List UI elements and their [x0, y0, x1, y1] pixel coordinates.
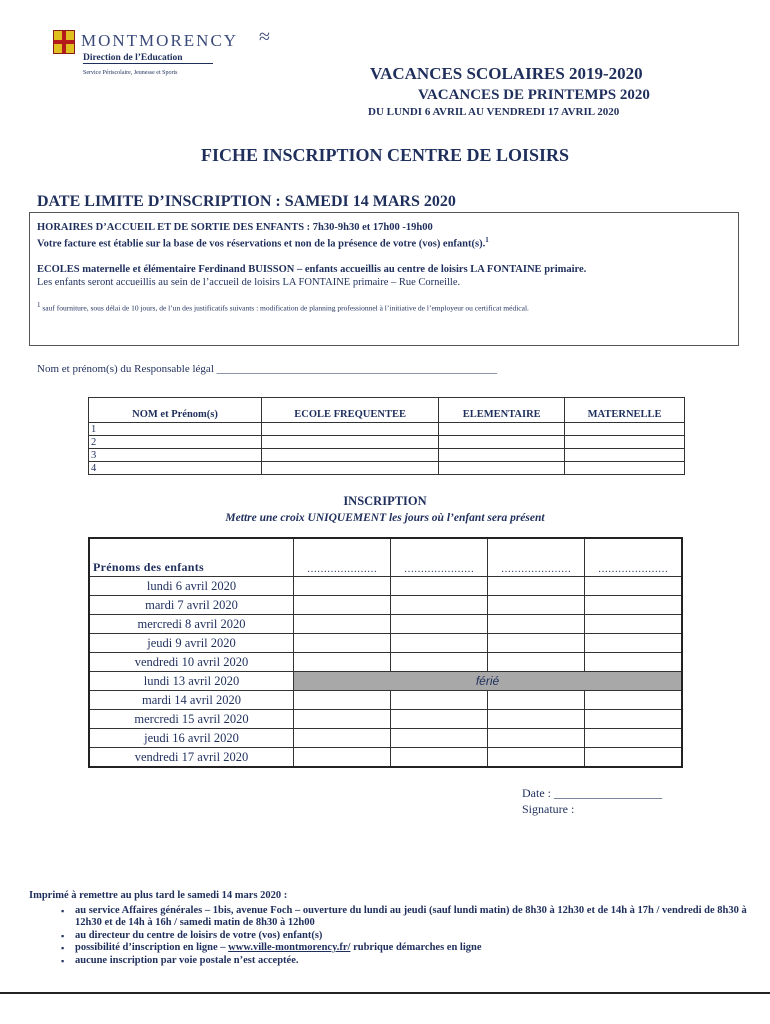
child-name-field[interactable]: …………………: [294, 538, 391, 577]
children-names-header: Prénoms des enfants: [89, 538, 294, 577]
logo-direction: Direction de l’Education: [83, 53, 213, 64]
day-label: mercredi 15 avril 2020: [89, 710, 294, 729]
day-label: mardi 14 avril 2020: [89, 691, 294, 710]
child-name-field[interactable]: …………………: [585, 538, 683, 577]
header-line-1: VACANCES SCOLAIRES 2019-2020: [370, 64, 643, 83]
logo-name: MONTMORENCY: [81, 31, 239, 50]
feather-icon: ≈: [259, 26, 270, 48]
row-number[interactable]: 1: [89, 423, 262, 436]
holiday-cell: férié: [294, 672, 683, 691]
day-checkbox[interactable]: [488, 653, 585, 672]
day-checkbox[interactable]: [488, 691, 585, 710]
footnote-text: sauf fourniture, sous délai de 10 jours, de l’un des justificatifs suivants : modification de planning professionnel à l’initiative de l’employeur ou certificat médical.: [42, 303, 529, 312]
day-checkbox[interactable]: [391, 596, 488, 615]
table-row: [89, 462, 685, 475]
inscription-title: INSCRIPTION: [343, 494, 427, 508]
inscription-subtitle: Mettre une croix UNIQUEMENT les jours où l’enfant sera présent: [225, 512, 545, 524]
day-checkbox[interactable]: [585, 748, 683, 768]
coat-of-arms-icon: [53, 30, 75, 54]
table-row: [89, 436, 685, 449]
table-row: [89, 710, 682, 729]
child-name-field[interactable]: …………………: [391, 538, 488, 577]
day-label: jeudi 16 avril 2020: [89, 729, 294, 748]
online-text-end: rubrique démarches en ligne: [350, 942, 482, 953]
day-checkbox[interactable]: [294, 691, 391, 710]
signature-field[interactable]: Signature :: [522, 802, 575, 816]
children-table: [88, 397, 685, 475]
table-row: [89, 634, 682, 653]
day-checkbox[interactable]: [391, 615, 488, 634]
day-label: lundi 6 avril 2020: [89, 577, 294, 596]
day-checkbox[interactable]: [585, 577, 683, 596]
montmorency-logo: [53, 26, 293, 80]
footnote-ref: 1: [485, 236, 489, 244]
day-checkbox[interactable]: [391, 691, 488, 710]
hours-text: HORAIRES D’ACCUEIL ET DE SORTIE DES ENFANTS : 7h30-9h30 et 17h00 -19h00: [37, 222, 433, 233]
day-checkbox[interactable]: [488, 729, 585, 748]
day-checkbox[interactable]: [488, 577, 585, 596]
day-label: vendredi 10 avril 2020: [89, 653, 294, 672]
day-checkbox[interactable]: [294, 729, 391, 748]
day-label: mercredi 8 avril 2020: [89, 615, 294, 634]
invoice-text: Votre facture est établie sur la base de vos réservations et non de la présence de votre (vos) enfant(s).: [37, 238, 486, 250]
day-checkbox[interactable]: [488, 596, 585, 615]
list-item: [63, 942, 749, 955]
col-name: NOM et Prénom(s): [89, 398, 262, 423]
day-label: jeudi 9 avril 2020: [89, 634, 294, 653]
footer-list: [63, 905, 749, 968]
day-checkbox[interactable]: [294, 634, 391, 653]
list-item: ▪ aucune inscription par voie postale n’est acceptée.: [63, 955, 749, 968]
day-checkbox[interactable]: [585, 653, 683, 672]
day-label: mardi 7 avril 2020: [89, 596, 294, 615]
day-checkbox[interactable]: [294, 596, 391, 615]
table-row: [89, 672, 682, 691]
website-link[interactable]: www.ville-montmorency.fr/: [228, 942, 351, 953]
day-checkbox[interactable]: [391, 729, 488, 748]
day-checkbox[interactable]: [391, 577, 488, 596]
list-item: ▪ au service Affaires générales – 1bis, avenue Foch – ouverture du lundi au jeudi (sauf lundi matin) de 8h30 à 12h30 et de 14h à 17h / vendredi de 8h30 à 12h30 et de 14h à 16h / samedi matin de 8h30 à 12h00: [63, 905, 749, 930]
list-item: ▪ au directeur du centre de loisirs de votre (vos) enfant(s): [63, 930, 749, 943]
day-checkbox[interactable]: [391, 653, 488, 672]
date-field[interactable]: Date : __________________: [522, 786, 662, 800]
child-name-field[interactable]: …………………: [488, 538, 585, 577]
day-checkbox[interactable]: [585, 691, 683, 710]
invoice-note: [37, 234, 731, 251]
footnote-mark: 1: [37, 300, 41, 309]
table-row: [89, 423, 685, 436]
logo-service: Service Périscolaire, Jeunesse et Sports: [83, 70, 178, 76]
col-school: ECOLE FREQUENTEE: [262, 398, 439, 423]
day-checkbox[interactable]: [585, 710, 683, 729]
welcome-text: Les enfants seront accueillis au sein de l’accueil de loisirs LA FONTAINE primaire – Rue Corneille.: [37, 276, 461, 288]
day-checkbox[interactable]: [585, 615, 683, 634]
bottom-divider: [0, 992, 770, 994]
footer-instructions: [29, 890, 749, 967]
day-checkbox[interactable]: [294, 748, 391, 768]
info-box: [29, 212, 739, 346]
table-row: [89, 577, 682, 596]
day-checkbox[interactable]: [391, 748, 488, 768]
day-checkbox[interactable]: [294, 653, 391, 672]
day-checkbox[interactable]: [488, 615, 585, 634]
row-number[interactable]: 3: [89, 449, 262, 462]
day-checkbox[interactable]: [294, 577, 391, 596]
day-label: lundi 13 avril 2020: [89, 672, 294, 691]
footer-intro: Imprimé à remettre au plus tard le samedi 14 mars 2020 :: [29, 890, 288, 901]
table-row: [89, 449, 685, 462]
day-checkbox[interactable]: [391, 634, 488, 653]
day-checkbox[interactable]: [488, 634, 585, 653]
deadline: DATE LIMITE D’INSCRIPTION : SAMEDI 14 MARS 2020: [37, 193, 456, 210]
table-row: [89, 748, 682, 768]
header-line-2: VACANCES DE PRINTEMPS 2020: [418, 87, 650, 103]
day-checkbox[interactable]: [488, 710, 585, 729]
row-number[interactable]: 2: [89, 436, 262, 449]
table-row: [89, 615, 682, 634]
page-title: FICHE INSCRIPTION CENTRE DE LOISIRS: [200, 145, 570, 165]
header-line-3: DU LUNDI 6 AVRIL AU VENDREDI 17 AVRIL 2020: [368, 106, 620, 118]
day-checkbox[interactable]: [585, 729, 683, 748]
table-row: [89, 729, 682, 748]
table-row: [89, 691, 682, 710]
day-checkbox[interactable]: [585, 634, 683, 653]
day-checkbox[interactable]: [391, 710, 488, 729]
col-elementary: ELEMENTAIRE: [439, 398, 565, 423]
day-checkbox[interactable]: [294, 615, 391, 634]
day-label: vendredi 17 avril 2020: [89, 748, 294, 768]
footnote: [37, 299, 731, 315]
col-maternelle: MATERNELLE: [565, 398, 685, 423]
day-checkbox[interactable]: [294, 710, 391, 729]
day-checkbox[interactable]: [488, 748, 585, 768]
row-number[interactable]: 4: [89, 462, 262, 475]
day-checkbox[interactable]: [585, 596, 683, 615]
days-table: [88, 537, 683, 768]
online-text: possibilité d’inscription en ligne –: [75, 942, 229, 953]
schools-text: ECOLES maternelle et élémentaire Ferdinand BUISSON – enfants accueillis au centre de loisirs LA FONTAINE primaire.: [37, 263, 587, 275]
responsible-field[interactable]: Nom et prénom(s) du Responsable légal ___________________________________________________: [37, 363, 498, 375]
table-row: [89, 653, 682, 672]
table-row: [89, 596, 682, 615]
